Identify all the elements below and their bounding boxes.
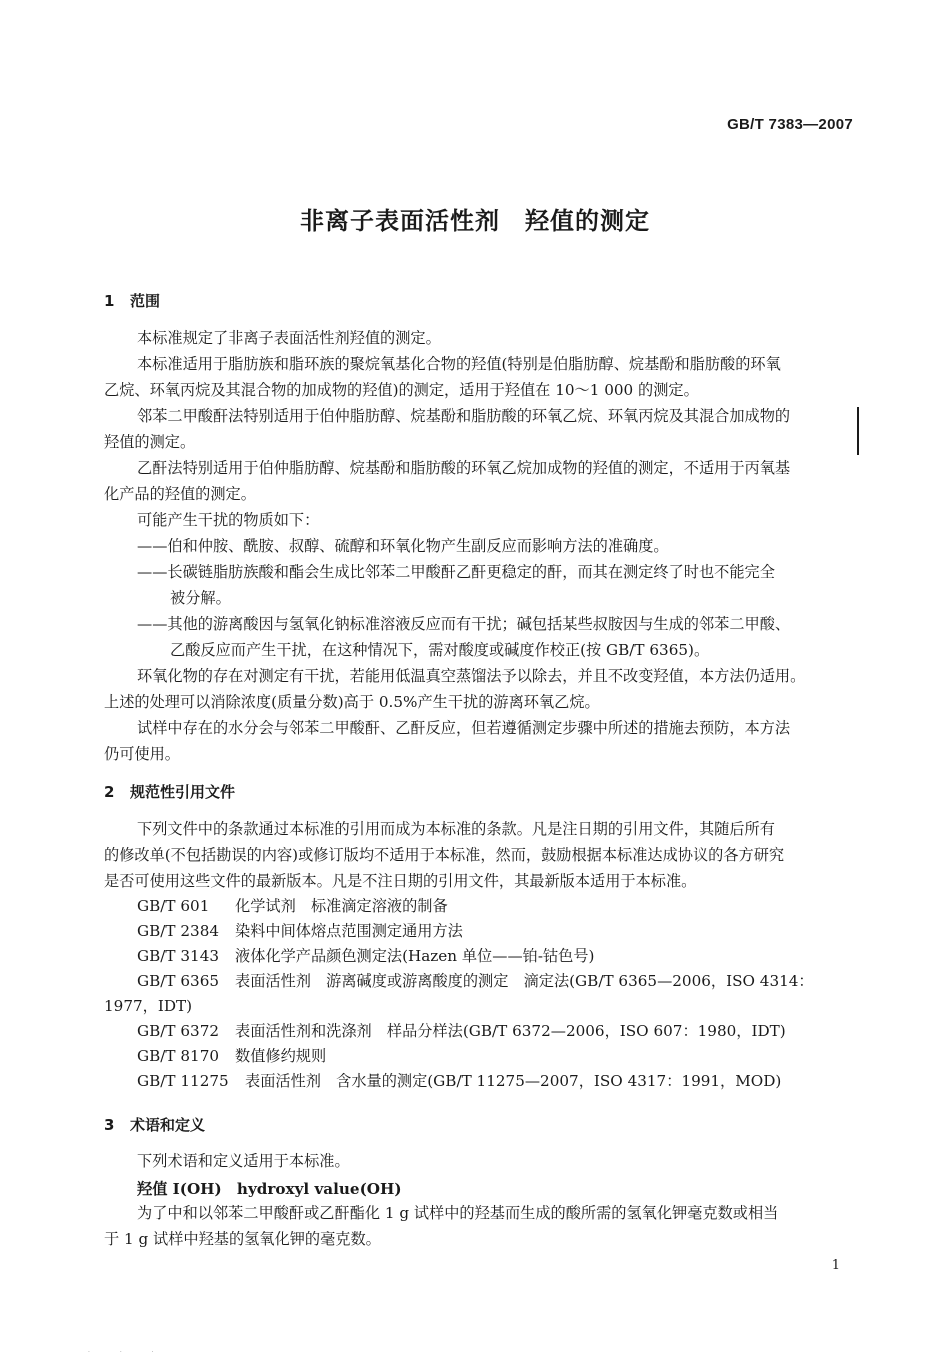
page-number: 1 [831,1258,840,1273]
list-item-continuation: 被分解。 [170,589,231,607]
paragraph-line: 试样中存在的水分会与邻苯二甲酸酐、乙酐反应，但若遵循测定步骤中所述的措施去预防，本方法 [137,719,791,737]
list-item: ——伯和仲胺、酰胺、叔醇、硫醇和环氧化物产生副反应而影响方法的准确度。 [137,537,669,555]
reference-entry [137,943,594,969]
paragraph-line: 为了中和以邻苯二甲酸酐或乙酐酯化 1 g 试样中的羟基而生成的酸所需的氢氧化钾毫克数或相当 [137,1204,779,1222]
section-1-heading [104,290,160,311]
section-title: 术语和定义 [130,1116,206,1134]
document-title: 非离子表面活性剂 羟值的测定 [300,207,650,235]
standard-code: GB/T 7383—2007 [727,116,853,133]
reference-code: GB/T 3143 [137,947,220,965]
paragraph-line: 可能产生干扰的物质如下： [137,511,320,529]
paragraph-line: 于 1 g 试样中羟基的氢氧化钾的毫克数。 [104,1230,381,1248]
reference-title: 化学试剂 标准滴定溶液的制备 [235,897,448,915]
section-title: 范围 [130,292,161,310]
paragraph-line: 本标准适用于脂肪族和脂环族的聚烷氧基化合物的羟值(特别是伯脂肪醇、烷基酚和脂肪酸的环氧 [137,355,781,373]
list-item-continuation: 乙酸反应而产生干扰，在这种情况下，需对酸度或碱度作校正(按 GB/T 6365)。 [170,641,710,659]
reference-title: 染料中间体熔点范围测定通用方法 [235,922,463,940]
paragraph-line: 上述的处理可以消除浓度(质量分数)高于 0.5%产生干扰的游离环氧乙烷。 [104,693,600,711]
paragraph-line: 乙酐法特别适用于伯仲脂肪醇、烷基酚和脂肪酸的环氧乙烷加成物的羟值的测定，不适用于丙氧基 [137,459,791,477]
paragraph-line: 下列术语和定义适用于本标准。 [137,1152,350,1170]
reference-entry [137,1043,326,1069]
paragraph-line: 是否可使用这些文件的最新版本。凡是不注日期的引用文件，其最新版本适用于本标准。 [104,872,697,890]
reference-code: GB/T 8170 [137,1047,220,1065]
reference-entry [137,1018,786,1044]
section-number: 3 [104,1116,115,1134]
reference-entry [137,968,814,994]
section-number: 1 [104,292,115,310]
paragraph-line: 环氧化物的存在对测定有干扰，若能用低温真空蒸馏法予以除去，并且不改变羟值，本方法仍适用。 [137,667,806,685]
section-2-heading [104,781,235,802]
reference-title: 表面活性剂 含水量的测定(GB/T 11275—2007，ISO 4317：1991，MOD) [245,1072,782,1090]
paragraph-line: 下列文件中的条款通过本标准的引用而成为本标准的条款。凡是注日期的引用文件，其随后所有 [137,820,775,838]
reference-entry [137,918,463,944]
section-number: 2 [104,783,115,801]
term-label: 羟值 I(OH) hydroxyl value(OH) [137,1180,402,1198]
reference-code: GB/T 601 [137,897,210,915]
revision-bar [857,407,859,455]
scan-specks: · · · [88,1349,168,1356]
reference-continuation: 1977，IDT) [104,997,193,1015]
list-item: ——其他的游离酸因与氢氧化钠标准溶液反应而有干扰；碱包括某些叔胺因与生成的邻苯二甲酸、 [137,615,791,633]
paragraph-line: 羟值的测定。 [104,433,196,451]
reference-code: GB/T 11275 [137,1072,229,1090]
reference-code: GB/T 6372 [137,1022,220,1040]
reference-title: 表面活性剂 游离碱度或游离酸度的测定 滴定法(GB/T 6365—2006，ISO 4314： [235,972,814,990]
reference-entry [137,893,448,919]
reference-title: 表面活性剂和洗涤剂 样品分样法(GB/T 6372—2006，ISO 607：1980，IDT) [235,1022,786,1040]
reference-code: GB/T 6365 [137,972,220,990]
list-item: ——长碳链脂肪族酸和酯会生成比邻苯二甲酸酐乙酐更稳定的酐，而其在测定终了时也不能完全 [137,563,775,581]
paragraph-line: 本标准规定了非离子表面活性剂羟值的测定。 [137,329,441,347]
reference-title: 数值修约规则 [235,1047,327,1065]
reference-entry [137,1068,781,1094]
paragraph-line: 乙烷、环氧丙烷及其混合物的加成物的羟值)的测定，适用于羟值在 10～1 000 的测定。 [104,381,699,399]
paragraph-line: 化产品的羟值的测定。 [104,485,256,503]
section-title: 规范性引用文件 [130,783,236,801]
paragraph-line: 的修改单(不包括勘误的内容)或修订版均不适用于本标准，然而，鼓励根据本标准达成协议的各方研究 [104,846,785,864]
reference-code: GB/T 2384 [137,922,220,940]
paragraph-line: 邻苯二甲酸酐法特别适用于伯仲脂肪醇、烷基酚和脂肪酸的环氧乙烷、环氧丙烷及其混合加成物的 [137,407,791,425]
section-3-heading [104,1114,205,1135]
reference-title: 液体化学产品颜色测定法(Hazen 单位——铂-钴色号) [235,947,595,965]
paragraph-line: 仍可使用。 [104,745,180,763]
